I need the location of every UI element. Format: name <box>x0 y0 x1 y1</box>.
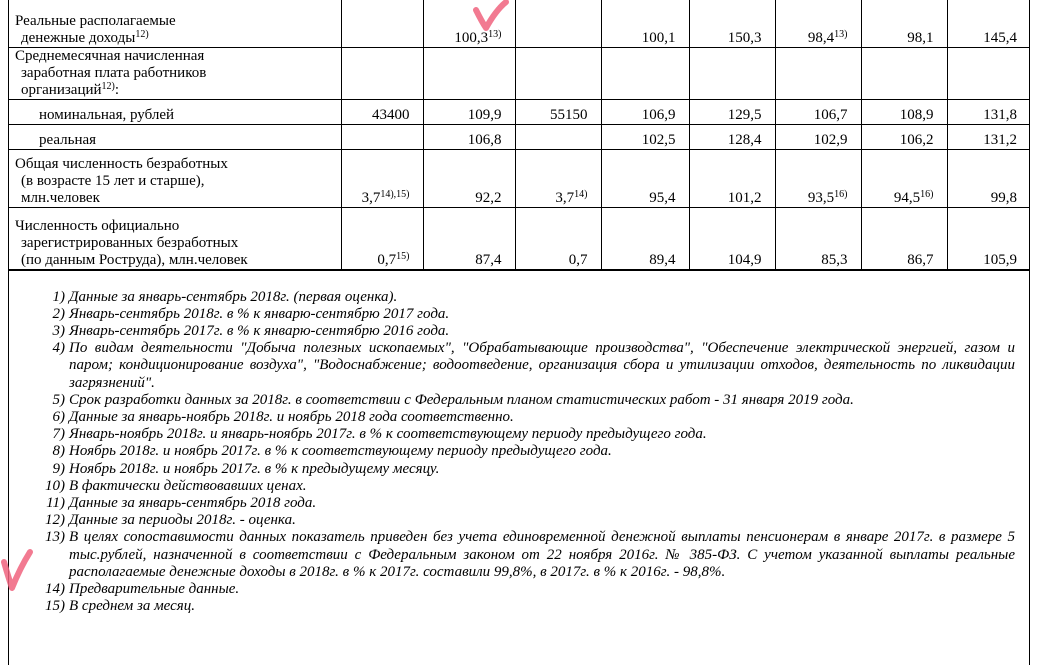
table-cell-c3 <box>515 207 601 269</box>
footnote-number: 13) <box>45 529 65 546</box>
table-cell-c7 <box>861 99 947 124</box>
row-label-line: Среднемесячная начисленная <box>15 47 205 64</box>
footnote-item <box>33 581 1015 598</box>
table-cell-c4 <box>601 124 689 149</box>
footnote-item <box>33 289 1015 306</box>
row-label <box>9 149 341 207</box>
table-cell-c3 <box>515 99 601 124</box>
cell-value: 145,4 <box>983 29 1017 46</box>
table-row <box>9 124 1030 149</box>
footnote-text: По видам деятельности "Добыча полезных ископаемых", "Обрабатывающие производства", "Обеспечение электрической энергией, газом и паром; кондиционирование воздуха", "Водоснабжение; водоотведение, организация сбора и утилизации отходов, деятельность по ликвидации загрязнений". <box>69 340 1015 391</box>
cell-value: 106,9 <box>641 106 676 123</box>
cell-value: 98,1 <box>907 29 934 46</box>
footnote-number: 8) <box>52 443 65 460</box>
cell-value: 150,3 <box>727 29 762 46</box>
footnote-item <box>33 306 1015 323</box>
footnotes <box>9 270 1029 616</box>
row-label <box>9 207 341 269</box>
cell-value: 93,5 <box>807 189 835 206</box>
footnote-ref: 14) <box>574 188 588 200</box>
cell-value: 108,9 <box>899 106 934 123</box>
table-cell-c1 <box>341 47 423 99</box>
table-cell-c3 <box>515 149 601 207</box>
footnote-item <box>33 409 1015 426</box>
footnote-number: 4) <box>52 340 65 357</box>
table-cell-c8 <box>947 99 1030 124</box>
table-cell-c4 <box>601 149 689 207</box>
footnote-number: 2) <box>52 305 65 322</box>
footnote-ref: 13) <box>834 28 848 40</box>
table-cell-c8 <box>947 47 1030 99</box>
cell-value: 106,8 <box>467 131 502 148</box>
row-label-line: Численность официально <box>15 217 180 234</box>
cell-value: 104,9 <box>727 251 762 268</box>
table-cell-c6 <box>775 149 861 207</box>
footnote-text: Данные за январь-сентябрь 2018 года. <box>69 494 317 511</box>
footnote-item <box>33 392 1015 409</box>
cell-value: 89,4 <box>649 251 676 268</box>
table-row <box>9 207 1030 269</box>
table-cell-c5 <box>689 124 775 149</box>
table-cell-c2 <box>423 99 515 124</box>
cell-value: 99,8 <box>990 189 1017 206</box>
table-cell-c3 <box>515 47 601 99</box>
row-label <box>9 0 341 47</box>
cell-value: 128,4 <box>727 131 762 148</box>
footnote-number: 15) <box>45 598 65 615</box>
table-cell-c5 <box>689 47 775 99</box>
table-row <box>9 47 1030 99</box>
row-sublabel-text: номинальная, рублей <box>39 106 175 123</box>
table-cell-c4 <box>601 0 689 47</box>
table-cell-c6 <box>775 124 861 149</box>
table-cell-c2 <box>423 0 515 47</box>
cell-value: 131,2 <box>983 131 1017 148</box>
footnote-ref: 16) <box>920 188 934 200</box>
footnote-text: В фактически действовавших ценах. <box>69 477 307 494</box>
cell-value: 106,7 <box>813 106 848 123</box>
footnote-number: 6) <box>52 408 65 425</box>
table-row <box>9 149 1030 207</box>
table-cell-c1 <box>341 207 423 269</box>
table-cell-c4 <box>601 99 689 124</box>
footnote-number: 3) <box>52 322 65 339</box>
cell-value: 106,2 <box>899 131 934 148</box>
footnote-text: Данные за январь-сентябрь 2018г. (первая оценка). <box>69 288 398 305</box>
cell-value: 3,7 <box>555 189 575 206</box>
document-page <box>8 0 1030 665</box>
footnote-item <box>33 495 1015 512</box>
footnote-text: Ноябрь 2018г. и ноябрь 2017г. в % к соответствующему периоду предыдущего года. <box>69 443 612 460</box>
footnote-item <box>33 478 1015 495</box>
cell-value: 102,9 <box>813 131 848 148</box>
row-label-line: денежные доходы <box>21 29 136 46</box>
table-cell-c7 <box>861 207 947 269</box>
footnote-ref: 16) <box>834 188 848 200</box>
row-label-line: млн.человек <box>21 189 100 206</box>
table-cell-c6 <box>775 207 861 269</box>
table-cell-c8 <box>947 0 1030 47</box>
footnote-number: 1) <box>52 288 65 305</box>
table-row <box>9 99 1030 124</box>
cell-value: 94,5 <box>893 189 921 206</box>
row-label <box>9 47 341 99</box>
table-cell-c7 <box>861 47 947 99</box>
cell-value: 0,7 <box>377 251 397 268</box>
row-label-line: организаций <box>21 81 102 98</box>
footnote-number: 5) <box>52 391 65 408</box>
footnote-ref: 13) <box>488 28 502 40</box>
footnote-number: 11) <box>46 494 65 511</box>
cell-value: 129,5 <box>727 106 762 123</box>
table-cell-c7 <box>861 149 947 207</box>
footnote-item <box>33 443 1015 460</box>
cell-value: 85,3 <box>821 251 848 268</box>
footnote-number: 7) <box>52 426 65 443</box>
footnote-text: Срок разработки данных за 2018г. в соответствии с Федеральным планом статистических работ - 31 января 2019 года. <box>69 391 854 408</box>
table-cell-c5 <box>689 99 775 124</box>
footnote-ref: 12) <box>101 80 115 92</box>
footnote-number: 10) <box>45 477 65 494</box>
row-label-line: (в возрасте 15 лет и старше), <box>21 172 205 189</box>
row-label-line: Общая численность безработных <box>15 155 228 172</box>
footnote-ref: 14),15) <box>380 188 410 200</box>
footnote-ref: 12) <box>135 28 149 40</box>
row-label-line: (по данным Роструда), млн.человек <box>21 251 248 268</box>
footnote-text: Предварительные данные. <box>69 580 240 597</box>
footnote-item <box>33 461 1015 478</box>
row-label-line: заработная плата работников <box>21 64 207 81</box>
footnote-item <box>33 340 1015 392</box>
footnote-number: 12) <box>45 512 65 529</box>
footnote-text: Данные за периоды 2018г. - оценка. <box>69 512 296 529</box>
table-cell-c2 <box>423 124 515 149</box>
footnote-text: В целях сопоставимости данных показатель приведен без учета единовременной денежной выплаты пенсионерам в январе 2017г. в размере 5 тыс.рублей, назначенной в соответствии с Федеральным законом от 22 ноября 2016г. № 385-ФЗ. С учетом указанной выплаты реальные располагаемые денежные доходы в 2018г. в % к 2017г. составили 99,8%, в 2017г. в % к 2016г. - 98,8%. <box>69 529 1015 580</box>
table-cell-c6 <box>775 99 861 124</box>
cell-value: 87,4 <box>475 251 502 268</box>
table-cell-c7 <box>861 124 947 149</box>
table-row <box>9 0 1030 47</box>
footnote-text: Данные за январь-ноябрь 2018г. и ноябрь 2018 года соответственно. <box>69 408 514 425</box>
cell-value: 109,9 <box>467 106 502 123</box>
table-cell-c7 <box>861 0 947 47</box>
table-cell-c2 <box>423 149 515 207</box>
cell-value: 3,7 <box>361 189 381 206</box>
statistics-table <box>9 0 1030 270</box>
table-cell-c6 <box>775 47 861 99</box>
cell-value: 101,2 <box>727 189 762 206</box>
footnote-item <box>33 426 1015 443</box>
cell-value: 131,8 <box>983 106 1017 123</box>
row-label-line: зарегистрированных безработных <box>21 234 239 251</box>
table-cell-c5 <box>689 207 775 269</box>
row-label-line: Реальные располагаемые <box>15 12 176 29</box>
row-sublabel <box>9 124 341 149</box>
cell-value: 100,3 <box>454 29 489 46</box>
footnote-item <box>33 598 1015 615</box>
table-cell-c4 <box>601 207 689 269</box>
cell-value: 92,2 <box>475 189 502 206</box>
cell-value: 105,9 <box>983 251 1017 268</box>
table-cell-c1 <box>341 124 423 149</box>
footnote-ref: 15) <box>396 250 410 262</box>
table-cell-c4 <box>601 47 689 99</box>
table-cell-c3 <box>515 0 601 47</box>
table-cell-c2 <box>423 47 515 99</box>
cell-value: 0,7 <box>568 251 588 268</box>
cell-value: 98,4 <box>807 29 835 46</box>
cell-value: 86,7 <box>907 251 934 268</box>
table-cell-c8 <box>947 207 1030 269</box>
cell-value: 102,5 <box>641 131 676 148</box>
table-cell-c1 <box>341 99 423 124</box>
table-cell-c1 <box>341 0 423 47</box>
footnote-text: Январь-сентябрь 2017г. в % к январю-сентябрю 2016 года. <box>69 322 450 339</box>
cell-value: 100,1 <box>641 29 676 46</box>
row-sublabel <box>9 99 341 124</box>
footnote-item <box>33 512 1015 529</box>
table-cell-c1 <box>341 149 423 207</box>
footnote-text: Январь-ноябрь 2018г. и январь-ноябрь 2017г. в % к соответствующему периоду предыдущего года. <box>69 426 707 443</box>
table-cell-c6 <box>775 0 861 47</box>
row-sublabel-text: реальная <box>39 131 97 148</box>
footnote-number: 9) <box>52 460 65 477</box>
footnote-item <box>33 323 1015 340</box>
footnote-number: 14) <box>45 580 65 597</box>
footnote-text: Январь-сентябрь 2018г. в % к январю-сентябрю 2017 года. <box>69 305 450 322</box>
table-cell-c2 <box>423 207 515 269</box>
cell-value: 43400 <box>372 106 410 123</box>
footnote-text: Ноябрь 2018г. и ноябрь 2017г. в % к предыдущему месяцу. <box>69 460 440 477</box>
table-cell-c8 <box>947 149 1030 207</box>
footnote-text: В среднем за месяц. <box>69 598 196 615</box>
footnote-item <box>33 529 1015 581</box>
cell-value: 55150 <box>550 106 588 123</box>
cell-value: 95,4 <box>649 189 676 206</box>
table-cell-c8 <box>947 124 1030 149</box>
table-cell-c5 <box>689 149 775 207</box>
table-cell-c3 <box>515 124 601 149</box>
table-cell-c5 <box>689 0 775 47</box>
row-label-tail: : <box>114 81 120 98</box>
